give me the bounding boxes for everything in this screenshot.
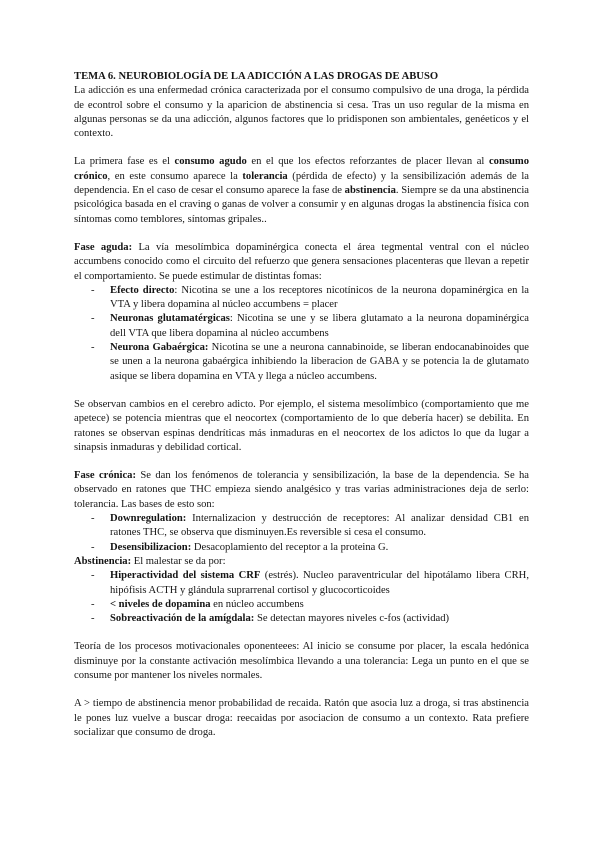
acute-phase-paragraph: Fase aguda: La vía mesolímbica dopaminérgica conecta el área tegmental ventral con el núcleo accumbens conocido como el circuito del refuerzo que genera sensaciones placenteras que llevan a repetir el comportamiento. Se puede estimular de distintas fomas: xyxy=(74,241,529,282)
list-item: - Hiperactividad del sistema CRF (estrés). Nucleo paraventricular del hipotálamo libera CRH, hipófisis ACTH y glándula suprarrenal cortisol y glucocorticoides xyxy=(110,569,529,598)
intro-paragraph: La adicción es una enfermedad crónica caracterizada por el consumo compulsivo de una droga, la pérdida de econtrol sobre el consumo y la aparicion de abstinencia si cesa. Tras un uso regular de la misma en algunas personas se da una adicción, algunos factores que lo pridisponen son ambientales, genéeticos y el contexto. xyxy=(74,85,529,140)
page-title: TEMA 6. NEUROBIOLOGÍA DE LA ADICCIÓN A LAS DROGAS DE ABUSO xyxy=(74,71,439,82)
term-consumo-agudo: consumo agudo xyxy=(174,156,247,168)
list-item: - < niveles de dopamina en núcleo accumbens xyxy=(110,598,529,612)
chronic-phase-paragraph: Fase crónica: Se dan los fenómenos de tolerancia y sensibilización, la base de la dependencia. Se ha observado en ratones que THC empieza siendo analgésico y tras varias administraciones deja de serlo: tolerancia. Las bases de esto son: xyxy=(74,470,529,510)
acute-phase-label: Fase aguda: xyxy=(74,241,133,253)
list-item: - Efecto directo: Nicotina se une a los receptores nicotínicos de la neurona dopaminérgica en la VTA y libera dopamina al núcleo accumbens = placer xyxy=(110,284,529,313)
chronic-phase-list xyxy=(74,512,529,555)
brain-changes-paragraph: Se observan cambios en el cerebro adicto. Por ejemplo, el sistema mesolímbico (comportamiento que me apetece) se potencia mientras que el neocortex (comportamiento de lo que debería hacer) se debilita. En ratones se observan espinas dendríticas más inmaduras en el neocortex de los adictos lo que da lugar a sinapsis inmaduras y debilidad cortical. xyxy=(74,398,529,453)
abstinence-list xyxy=(74,569,529,626)
list-item: - Neuronas glutamatérgicas: Nicotina se une y se libera glutamato a la neurona dopaminérgica dell VTA que libera dopamina al núcleo accumbens xyxy=(110,312,529,341)
relapse-paragraph: A > tiempo de abstinencia menor probabilidad de recaida. Ratón que asocia luz a droga, si tras abstinencia le pones luz vuelve a buscar droga: reecaidas por asociacion de consumo a un contexto. Rata prefiere socializar que consumo de droga. xyxy=(74,698,529,738)
term-consumo-cronico: consumo crónico xyxy=(74,156,529,182)
abstinence-paragraph: Abstinencia: El malestar se da por: xyxy=(74,555,226,567)
chronic-phase-label: Fase crónica: xyxy=(74,470,137,482)
list-item: - Sobreactivación de la amígdala: Se detectan mayores niveles c-fos (actividad) xyxy=(110,612,529,626)
list-item: - Neurona Gabaérgica: Nicotina se une a neurona cannabinoide, se liberan endocanabinoides que se unen a la neurona gabaérgica inhibiendo la liberacion de GABA y se potencia la de glutamato asique se libera dopamina en VTA y llega a núcleo accumbens. xyxy=(110,341,529,384)
opponent-process-paragraph: Teoría de los procesos motivacionales oponenteees: Al inicio se consume por placer, la escala hedónica disminuye por la constante activación mesolímbica llevando a una tolerancia: Lega un punto en el que se consume por mantener los niveles normales. xyxy=(74,641,529,681)
list-item: - Desensibilizacion: Desacoplamiento del receptor a la proteina G. xyxy=(110,541,529,555)
acute-phase-list xyxy=(74,284,529,384)
abstinence-label: Abstinencia: xyxy=(74,555,132,567)
document-page xyxy=(74,70,529,740)
term-abstinencia: abstinencia xyxy=(344,185,396,197)
list-item: - Downregulation: Internalizacion y destrucción de receptores: Al analizar densidad CB1 en ratones THC, se observa que disminuyen.Es reversible si cesa el consumo. xyxy=(110,512,529,541)
term-tolerancia: tolerancia xyxy=(242,170,288,182)
phases-paragraph: La primera fase es el consumo agudo en el que los efectos reforzantes de placer llevan al consumo crónico, en este consumo aparece la tolerancia (pérdida de efecto) y la sensibilización además de la dependencia. En el caso de cesar el consumo aparece la fase de abstinencia. Siempre se da una abstinencia psicológica basada en el craving o ganas de volver a consumir y en algunas drogas la abstinencia física con síntomas como temblores, síntomas gripales.. xyxy=(74,156,529,225)
